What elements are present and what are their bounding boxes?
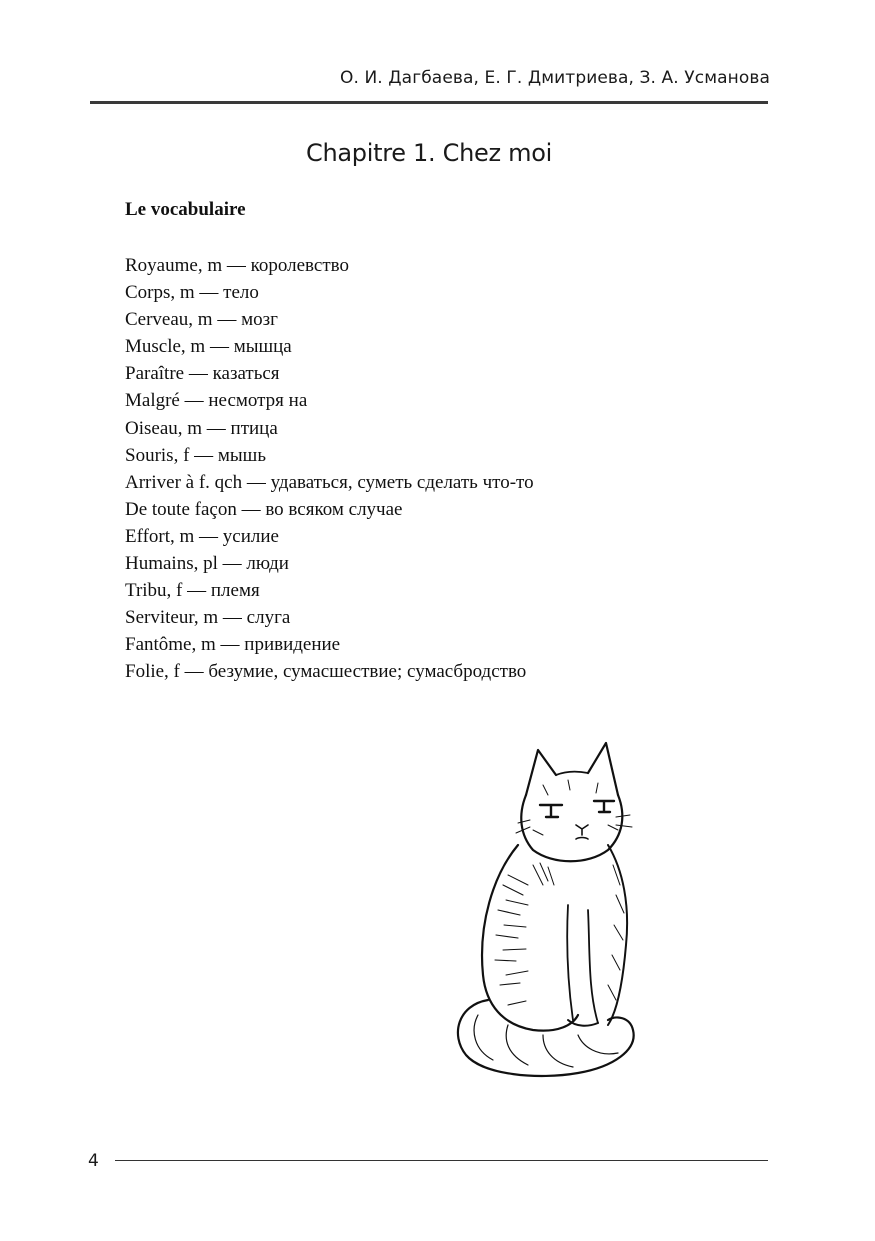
vocab-item: Humains, pl — люди (125, 553, 289, 575)
header-rule (90, 101, 768, 104)
vocab-item: Muscle, m — мышца (125, 336, 292, 358)
footer-rule (115, 1160, 768, 1161)
vocab-item: Arriver à f. qch — удаваться, суметь сделать что-то (125, 471, 534, 493)
vocab-item: Folie, f — безумие, сумасшествие; сумасбродство (125, 661, 527, 683)
vocab-item: Serviteur, m — слуга (125, 607, 291, 629)
vocabulary-list (125, 252, 534, 686)
vocab-item: Effort, m — усилие (125, 525, 279, 547)
vocab-item: De toute façon — во всяком случае (125, 498, 403, 520)
chapter-title: Chapitre 1. Chez moi (306, 139, 552, 167)
vocab-item: Corps, m — тело (125, 282, 259, 304)
vocab-item: Royaume, m — королевство (125, 255, 349, 276)
page-number: 4 (88, 1151, 99, 1171)
running-head-authors: О. И. Дагбаева, Е. Г. Дмитриева, З. А. Усманова (339, 68, 770, 88)
vocabulary-heading: Le vocabulaire (125, 199, 246, 220)
vocab-item: Tribu, f — племя (125, 580, 260, 602)
vocab-item: Fantôme, m — привидение (125, 634, 341, 656)
vocab-item: Malgré — несмотря на (125, 390, 308, 412)
cat-illustration (448, 735, 663, 1080)
vocab-item: Oiseau, m — птица (125, 417, 278, 439)
vocab-item: Souris, f — мышь (125, 444, 266, 466)
vocab-item: Paraître — казаться (125, 363, 280, 385)
vocab-item: Cerveau, m — мозг (125, 309, 278, 331)
